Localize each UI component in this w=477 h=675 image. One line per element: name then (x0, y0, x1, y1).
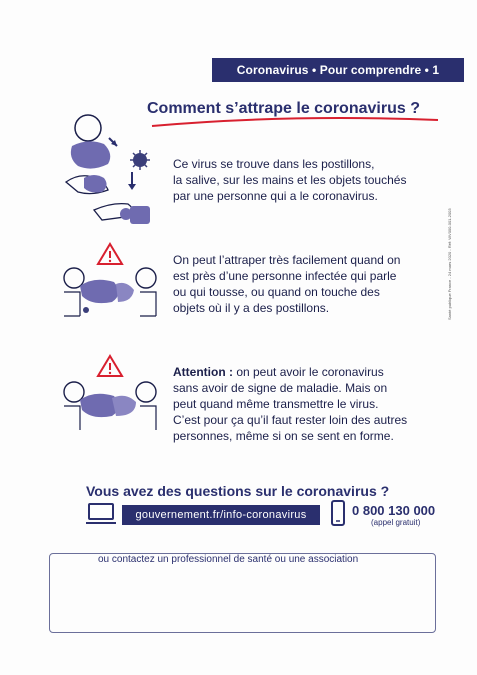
virus-icon (130, 150, 150, 170)
header-label: Coronavirus • Pour comprendre • 1 (236, 63, 440, 77)
phone-icon (330, 500, 346, 526)
section-1-text: Ce virus se trouve dans les postillons, la salive, sur les mains et les objets touchés par une personne qui a le coronavirus. (173, 157, 407, 203)
illustration-transmission (60, 106, 160, 234)
phone-number[interactable]: 0 800 130 000 (352, 503, 436, 518)
illustration-proximity (60, 240, 160, 322)
illustration-asymptomatic (60, 352, 160, 434)
title-underline (150, 116, 440, 128)
warning-icon (98, 244, 122, 264)
info-url-link[interactable]: gouvernement.fr/info-coronavirus (122, 505, 320, 525)
attention-label: Attention : (173, 365, 233, 379)
page-title: Comment s’attrape le coronavirus ? (147, 100, 420, 117)
section-3-text: Attention : on peut avoir le coronavirus sans avoir de signe de maladie. Mais on peut quand même transmettre le virus. C’est pour ça qu’il faut rester loin des autres personnes, même si on se sent en forme. (173, 365, 408, 443)
header-bar (212, 58, 464, 82)
side-reference-text: Santé publique France - 24 mars 2020 - Réf: WV000-001-2003 (447, 208, 452, 320)
questions-heading: Vous avez des questions sur le coronavirus ? (86, 483, 390, 499)
contact-frame (49, 553, 436, 633)
section-2-text: On peut l’attraper très facilement quand on est près d’une personne infectée qui parle ou qui tousse, ou quand on touche des objets où il y a des postillons. (173, 253, 401, 315)
contact-label: ou contactez un professionnel de santé ou une association (92, 554, 364, 565)
phone-note: (appel gratuit) (371, 518, 421, 527)
computer-icon (86, 502, 116, 526)
warning-icon (98, 356, 122, 376)
